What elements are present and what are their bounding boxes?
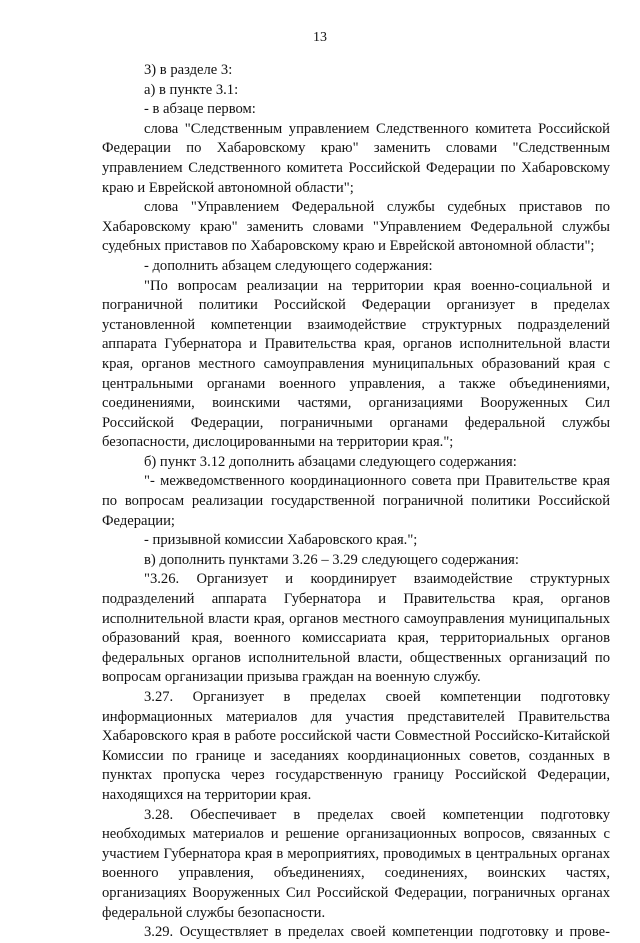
paragraph-item-3-26: "3.26. Организует и координирует взаимодействие структурных подразделений аппарата Губернатора и Правительства края, органов исполнительной власти края, органов местного самоуправления муниципальных образований края, военного комиссариата края, территориальных органов федеральных органов исполнительной власти, общественных организаций по вопросам организации призыва граждан на военную службу.: [102, 571, 610, 686]
paragraph-item-3-27: 3.27. Организует в пределах своей компетенции подготовку информационных материалов для участия представителей Правительства Хабаровского края в работе российской части Совместной Российско-Китайской Комиссии по границе и заседаниях координационных советов, созданных в пунктах пропуска через государственную границу Российской Федерации, находящихся на территории края.: [102, 689, 610, 803]
paragraph-item-3-12: б) пункт 3.12 дополнить абзацами следующего содержания:: [144, 453, 517, 470]
paragraph-add-clause: - дополнить абзацем следующего содержания:: [144, 257, 433, 274]
paragraph-first-clause: - в абзаце первом:: [144, 101, 256, 118]
paragraph-item-3-28: 3.28. Обеспечивает в пределах своей компетенции подготовку необходимых материалов и решение организационных вопросов, связанных с участием Губернатора края в мероприятиях, проводимых в центральных органах военного управления, объединениях, соединениях, воинских частях, организациях Вооруженных Сил Российской Федерации, пограничных органах федеральной службы безопасности.: [102, 806, 610, 921]
paragraph-draft-commission: - призывной комиссии Хабаровского края.";: [144, 532, 418, 549]
page-number: 13: [313, 30, 327, 45]
paragraph-item-3-1: а) в пункте 3.1:: [144, 81, 239, 98]
paragraph-section-3: 3) в разделе 3:: [144, 62, 233, 78]
document-body: [102, 61, 610, 943]
paragraph-replace-bailiffs: слова "Управлением Федеральной службы судебных приставов по Хабаровскому краю" заменить словами "Управлением Федеральной службы судебных приставов по Хабаровскому краю и Еврейской автономной области";: [102, 199, 610, 255]
paragraph-quoted-policy: "По вопросам реализации на территории края военно-социальной и пограничной политики Российской Федерации организует в пределах установленной компетенции взаимодействие структурных подразделений аппарата Губернатора и Правительства края, органов исполнительной власти края, органов местного самоуправления муниципальных образований края с центральными органами военного управления, а также объединениями, соединениями, воинскими частями, организациями Вооруженных Сил Российской Федерации, пограничными органами федеральной службы безопасности, дислоцированными на территории края.";: [102, 277, 610, 451]
paragraph-item-3-29: 3.29. Осуществляет в пределах своей компетенции подготовку и прове-: [144, 924, 610, 941]
paragraph-council: "- межведомственного координационного совета при Правительстве края по вопросам реализации государственной пограничной политики Российской Федерации;: [102, 473, 610, 529]
paragraph-replace-investigative: слова "Следственным управлением Следственного комитета Российской Федерации по Хабаровскому краю" заменить словами "Следственным управлением Следственного комитета Российской Федерации по Хабаровскому краю и Еврейской автономной области";: [102, 120, 610, 196]
paragraph-add-items: в) дополнить пунктами 3.26 – 3.29 следующего содержания:: [144, 551, 519, 568]
